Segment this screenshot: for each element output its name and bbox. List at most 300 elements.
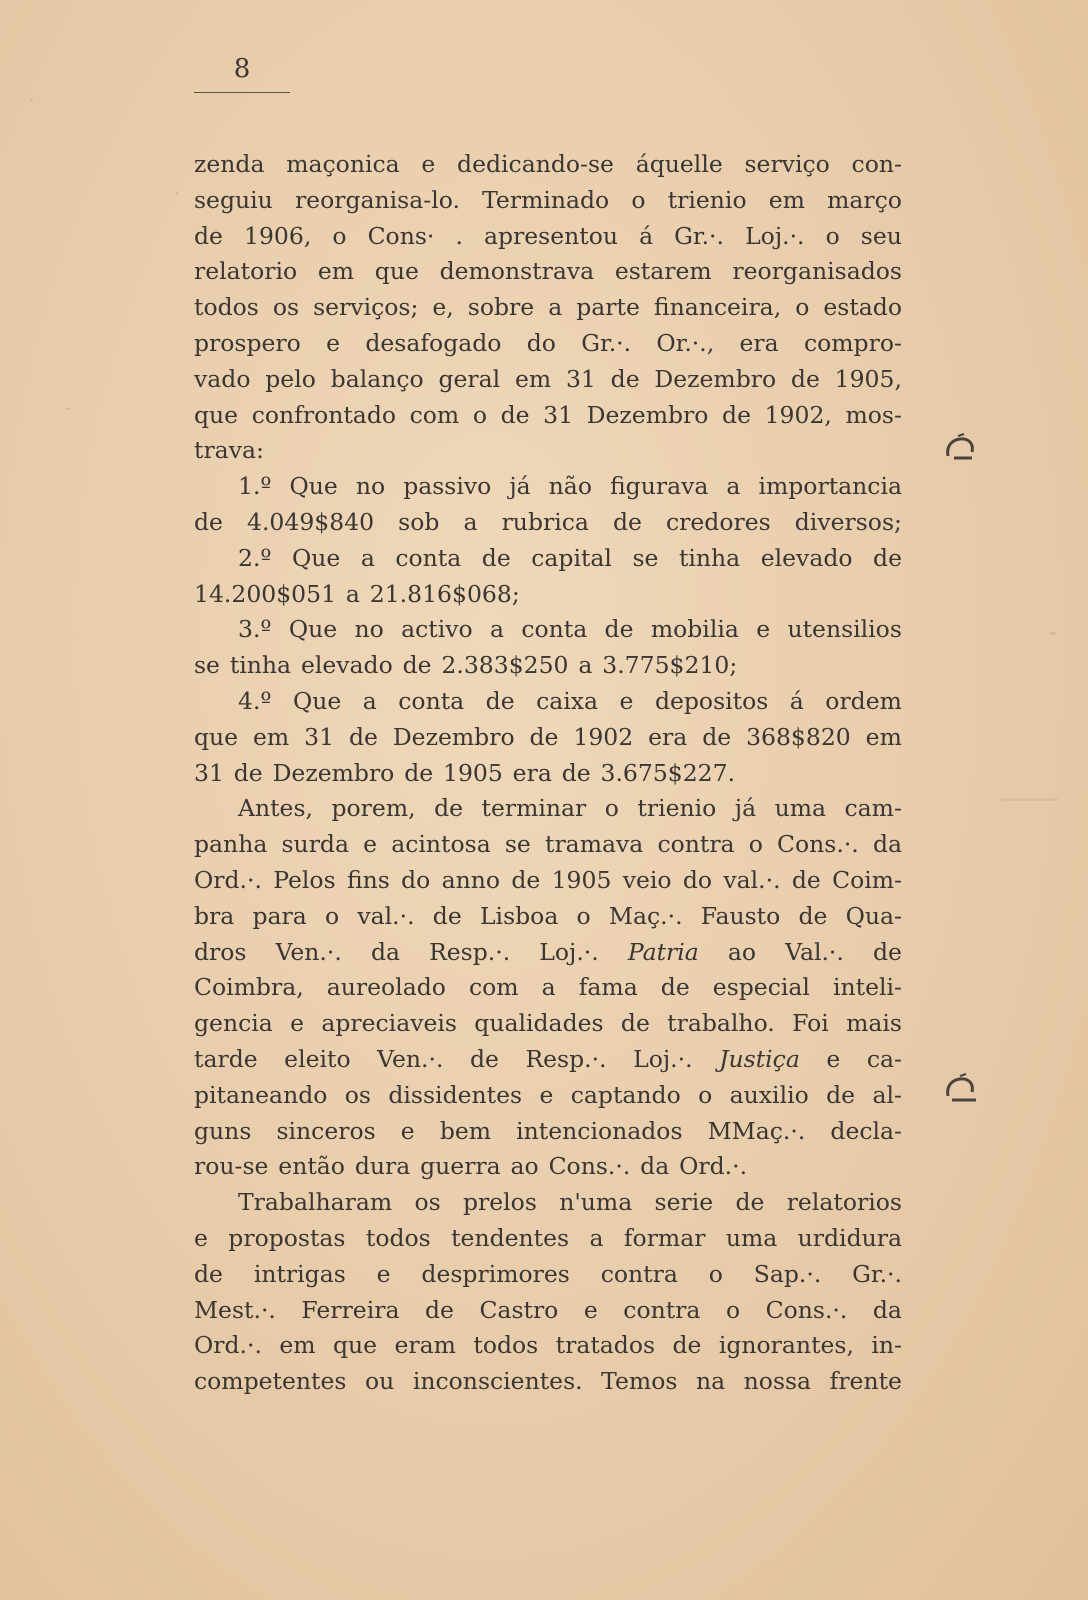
word: seu [860, 221, 902, 250]
word: o [708, 1259, 723, 1288]
word: eleito [284, 1044, 351, 1073]
body-text [194, 147, 902, 1400]
paper-mark [176, 192, 179, 195]
word: trienio [637, 794, 717, 823]
word: no [354, 615, 384, 644]
word: mais [846, 1009, 902, 1038]
word: o [604, 794, 619, 823]
word: MMaç.·. [707, 1116, 806, 1145]
word: fama [578, 973, 638, 1002]
word: con- [851, 150, 902, 178]
word: zenda [194, 150, 265, 178]
word: urdidura [797, 1223, 902, 1252]
word: e [194, 1223, 208, 1252]
word: Mest.·. [194, 1295, 276, 1324]
word: pitaneando [194, 1080, 328, 1109]
word: 368$820 [746, 722, 851, 751]
text-line [194, 1221, 902, 1257]
word: aureolado [326, 973, 446, 1002]
word: não [548, 472, 592, 501]
word: utensilios [787, 615, 902, 644]
word: serie [654, 1188, 714, 1217]
word: intencionados [516, 1116, 683, 1145]
word: tinha [678, 543, 741, 572]
word: estarem [614, 257, 712, 286]
word: desprimores [421, 1259, 570, 1288]
word: 1902 [573, 722, 634, 751]
word: 2.º [238, 543, 272, 572]
word: de [233, 758, 263, 787]
word: Dezembro [586, 400, 709, 429]
word: de [561, 758, 591, 787]
word: de [194, 1259, 223, 1288]
word: Antes, [238, 794, 313, 823]
word: março [827, 185, 902, 214]
text-line [194, 791, 902, 827]
page-number: 8 [233, 54, 251, 84]
word: tarde [194, 1044, 258, 1073]
text-line [194, 1114, 902, 1150]
word: com [468, 973, 519, 1002]
word: todos [194, 293, 259, 322]
word: in- [871, 1331, 902, 1360]
word: 31 [543, 400, 574, 429]
word: e [326, 328, 341, 357]
word: o [472, 400, 487, 429]
text-line [194, 1078, 902, 1114]
text-line [194, 326, 902, 362]
word: 1.º [238, 472, 272, 501]
word: o [576, 901, 591, 930]
word: de [702, 722, 732, 751]
word: formar [623, 1223, 706, 1252]
word: 1905, [834, 364, 902, 393]
word: da [872, 830, 902, 859]
word: serviço [744, 150, 830, 178]
word: contra [600, 1259, 678, 1288]
word: de [348, 722, 378, 751]
word: Ferreira [301, 1295, 400, 1324]
word: ignorantes, [718, 1331, 854, 1360]
word: anno [441, 865, 501, 894]
word: 31 [194, 758, 224, 787]
paper-clip-icon [942, 1072, 980, 1104]
word: cam- [844, 794, 902, 823]
word: do [682, 865, 713, 894]
word: Justiça [719, 1044, 800, 1073]
paper-mark [1000, 798, 1058, 801]
word: captando [570, 1080, 681, 1109]
word: Fausto [700, 901, 781, 930]
word: 2.383$250 [441, 651, 569, 680]
text-line [194, 1042, 902, 1078]
word: ordem [825, 686, 902, 715]
word: uma [725, 1223, 778, 1252]
word: Resp.·. [525, 1044, 607, 1073]
word: pelo [265, 364, 316, 393]
word: 1902, [764, 400, 832, 429]
word: de [424, 1295, 454, 1324]
word: acintosa [391, 830, 491, 859]
word: Cons.·. [777, 830, 859, 859]
word: relatorio [194, 257, 298, 286]
word: Cons.·. [548, 1152, 631, 1181]
word: conta [395, 543, 462, 572]
word: dros [194, 937, 247, 966]
word: os [414, 1188, 441, 1217]
word: em [253, 722, 290, 751]
word: gencia [194, 1009, 273, 1038]
word: o [725, 1295, 741, 1324]
text-line [194, 863, 902, 899]
word: já [734, 794, 757, 823]
word: Maç.·. [608, 901, 683, 930]
word: tramava [545, 830, 644, 859]
word: 31 [565, 364, 596, 393]
word: contra [623, 1295, 701, 1324]
text-line [194, 648, 902, 684]
paper-clip-icon [942, 430, 980, 462]
word: da [640, 1152, 670, 1181]
text-line [194, 362, 902, 398]
word: ca- [866, 1044, 902, 1073]
word: 21.816$068; [369, 579, 520, 608]
paper-mark [1050, 632, 1056, 635]
word: de [790, 364, 820, 393]
text-line [194, 1364, 902, 1400]
word: e [539, 1080, 554, 1109]
text-line [194, 1293, 902, 1329]
word: na [695, 1367, 726, 1396]
word: de [500, 400, 530, 429]
word: Dezembro [392, 722, 515, 751]
word: ou [365, 1367, 395, 1396]
word: de [402, 651, 432, 680]
word: uma [774, 794, 826, 823]
word: os [344, 1080, 371, 1109]
word: de [610, 364, 640, 393]
word: e [583, 1295, 598, 1324]
word: de [660, 973, 690, 1002]
word: o [795, 293, 810, 322]
word: da [370, 937, 400, 966]
word: 14.200$051 [194, 579, 337, 608]
word: capital [531, 543, 612, 572]
word: em [317, 257, 355, 286]
word: de [873, 543, 902, 572]
word: da [872, 1295, 902, 1324]
word: de [194, 507, 223, 536]
text-line [194, 577, 902, 613]
word: val.·. [723, 865, 781, 894]
word: surda [281, 830, 349, 859]
word: de [612, 507, 642, 536]
word: compro- [803, 328, 902, 357]
word: que [194, 400, 239, 429]
word: apresentou [483, 221, 619, 250]
word: e [421, 150, 436, 178]
word: o [325, 901, 340, 930]
word: de [722, 400, 751, 429]
word: geral [438, 364, 501, 393]
word: porem, [331, 794, 416, 823]
text-line [194, 183, 902, 219]
text-line [194, 290, 902, 326]
word: vado [194, 364, 251, 393]
word: de [872, 937, 902, 966]
word: a [362, 686, 377, 715]
word: de [735, 1188, 765, 1217]
word: que [374, 257, 419, 286]
word: e [756, 615, 771, 644]
page-number-rule [194, 92, 290, 93]
word: trava: [194, 436, 264, 465]
word: Trabalharam [238, 1188, 393, 1217]
text-line [194, 1149, 902, 1185]
word: elevado [760, 543, 853, 572]
word: 1905 [551, 865, 612, 894]
word: caixa [536, 686, 599, 715]
word: reorganisa-lo. [294, 185, 460, 214]
word: seguiu [194, 185, 273, 214]
word: confrontado [251, 400, 397, 429]
word: activo [401, 615, 473, 644]
word: Cons.·. [765, 1295, 848, 1324]
word: relatorios [786, 1188, 902, 1217]
word: e [826, 1044, 841, 1073]
word: Que [292, 543, 341, 572]
word: Gr.·. [852, 1259, 902, 1288]
word: Resp.·. [429, 937, 511, 966]
word: o [748, 830, 763, 859]
word: diversos; [794, 507, 902, 536]
word: n'uma [559, 1188, 633, 1217]
word: Loj.·. [539, 937, 599, 966]
word: com [409, 400, 460, 429]
word: era [512, 758, 552, 787]
word: dedicando-se [457, 150, 614, 178]
word: á [639, 221, 654, 250]
word: a [360, 543, 375, 572]
word: tendentes [451, 1223, 570, 1252]
word: financeira, [653, 293, 782, 322]
word: Terminado [482, 185, 610, 214]
word: 4.049$840 [247, 507, 375, 536]
word: elevado [300, 651, 393, 680]
word: de [404, 758, 434, 787]
word: o [332, 221, 347, 250]
text-line [194, 899, 902, 935]
word: rubrica [501, 507, 589, 536]
word: depositos [654, 686, 769, 715]
word: Ven.·. [275, 937, 342, 966]
word: a [589, 1223, 604, 1252]
word: o [631, 185, 646, 214]
text-line [194, 147, 902, 183]
word: Dezembro [272, 758, 395, 787]
word: dissidentes [388, 1080, 523, 1109]
word: do [401, 865, 431, 894]
word: Or.·., [656, 328, 715, 357]
word: para [252, 901, 307, 930]
text-line [194, 1006, 902, 1042]
word: Coimbra, [194, 973, 304, 1002]
word: de [469, 1044, 499, 1073]
text-line [194, 219, 902, 255]
paper-mark [66, 408, 71, 410]
word: Qua- [845, 901, 902, 930]
text-line [194, 827, 902, 863]
word: especial [712, 973, 810, 1002]
text-line [194, 505, 902, 541]
text-line [194, 1185, 902, 1221]
word: Ven.·. [377, 1044, 444, 1073]
word: de [529, 722, 559, 751]
word: terminar [481, 794, 587, 823]
word: Temos [601, 1367, 678, 1396]
word: em [514, 364, 552, 393]
word: de [481, 543, 511, 572]
word: a [345, 579, 360, 608]
word: Que [292, 686, 342, 715]
word: Lisboa [479, 901, 559, 930]
word: bra [194, 901, 235, 930]
word: importancia [758, 472, 902, 501]
word: prospero [194, 328, 301, 357]
word: então [278, 1152, 345, 1181]
word: Ord.·. [194, 1331, 262, 1360]
word: guns [194, 1116, 252, 1145]
word: era [739, 328, 779, 357]
word: mos- [845, 400, 902, 429]
word: Pelos [273, 865, 336, 894]
word: e [376, 1259, 391, 1288]
word: estado [823, 293, 902, 322]
text-line [194, 469, 902, 505]
word: intrigas [253, 1259, 346, 1288]
word: de [798, 901, 828, 930]
word: al- [872, 1080, 902, 1109]
word: 1906, [244, 221, 312, 250]
text-line [194, 684, 902, 720]
word: Gr.·. [581, 328, 632, 357]
word: se [632, 543, 659, 572]
word: o [825, 221, 840, 250]
paper-mark [30, 98, 33, 101]
word: tinha [229, 651, 292, 680]
word: balanço [330, 364, 424, 393]
word: Ord.·. [194, 865, 262, 894]
word: Que [289, 472, 338, 501]
word: trienio [667, 185, 747, 214]
text-line [194, 612, 902, 648]
word: de [604, 615, 634, 644]
word: eram [394, 1331, 456, 1360]
word: maçonica [286, 150, 400, 178]
word: sinceros [276, 1116, 376, 1145]
word: decla- [830, 1116, 902, 1145]
word: frente [829, 1367, 902, 1396]
text-line [194, 1257, 902, 1293]
word: se [504, 830, 531, 859]
word: já [509, 472, 531, 501]
word: em [768, 185, 805, 214]
word: guerra [420, 1152, 501, 1181]
word: á [789, 686, 804, 715]
word: de [791, 865, 821, 894]
word: áquelle [635, 150, 723, 178]
word: 1905 [443, 758, 503, 787]
word: figurava [610, 472, 709, 501]
word: val.·. [357, 901, 415, 930]
word: os [272, 293, 300, 322]
word: 3.775$210; [602, 651, 738, 680]
word: o [698, 1080, 713, 1109]
word: demonstrava [439, 257, 595, 286]
word: e [400, 1116, 415, 1145]
word: era [648, 722, 688, 751]
word: . [455, 221, 463, 250]
word: competentes [194, 1367, 347, 1396]
word: de [511, 865, 541, 894]
word: Loj.·. [633, 1044, 693, 1073]
word: 31 [304, 722, 335, 751]
word: inconscientes. [412, 1367, 583, 1396]
word: todos [473, 1331, 539, 1360]
word: a [489, 615, 504, 644]
word: Que [288, 615, 338, 644]
word: Patria [627, 937, 699, 966]
word: Cons· [367, 221, 435, 250]
text-line [194, 756, 902, 792]
word: Loj.·. [745, 221, 805, 250]
word: a [541, 973, 556, 1002]
word: se [194, 651, 220, 680]
word: Castro [479, 1295, 559, 1324]
word: 3.º [238, 615, 272, 644]
word: auxilio [729, 1080, 809, 1109]
word: contra [657, 830, 735, 859]
word: no [355, 472, 386, 501]
word: 3.675$227. [600, 758, 736, 787]
text-line [194, 433, 902, 469]
word: parte [576, 293, 640, 322]
word: de [194, 221, 223, 250]
word: Val.·. [785, 937, 844, 966]
word: e [290, 1009, 305, 1038]
word: propostas [228, 1223, 346, 1252]
word: em [865, 722, 902, 751]
word: trabalho. [667, 1009, 775, 1038]
word: apreciaveis [321, 1009, 457, 1038]
word: dura [354, 1152, 411, 1181]
word: fins [346, 865, 390, 894]
text-line [194, 970, 902, 1006]
word: veio [622, 865, 672, 894]
word: que [333, 1331, 378, 1360]
text-line [194, 398, 902, 434]
word: de [826, 1080, 856, 1109]
word: inteli- [832, 973, 902, 1002]
word: sob [398, 507, 440, 536]
word: bem [439, 1116, 492, 1145]
word: Sap.·. [753, 1259, 822, 1288]
text-line [194, 1328, 902, 1364]
word: serviços; [313, 293, 419, 322]
text-line [194, 720, 902, 756]
word: 4.º [238, 686, 272, 715]
word: a [578, 651, 593, 680]
